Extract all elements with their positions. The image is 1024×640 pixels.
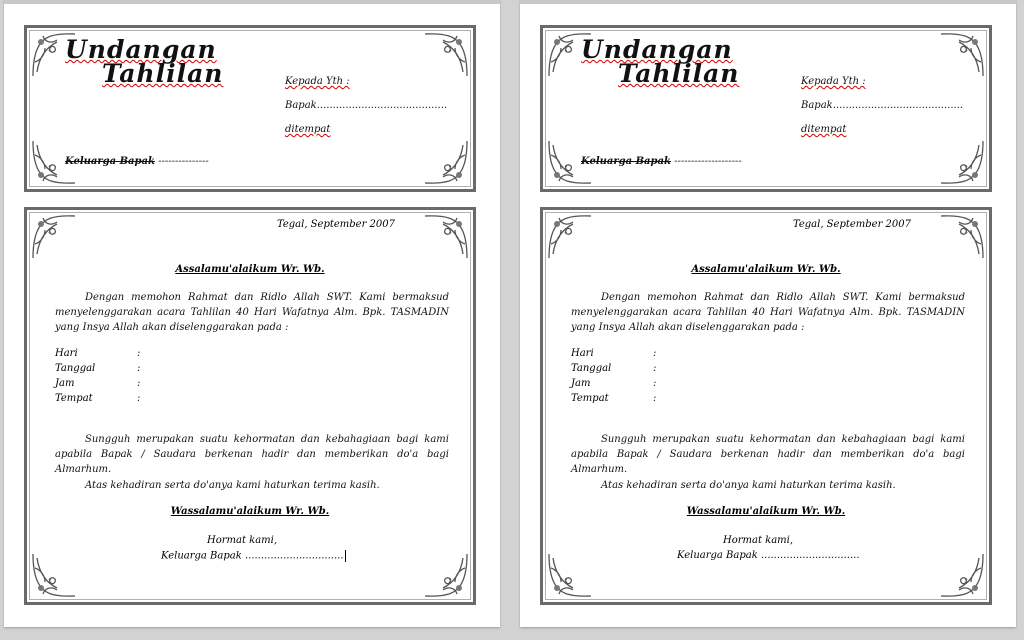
recipient-place[interactable]: ditempat [801, 124, 847, 135]
recipient-name-line[interactable]: Bapak......................................... [285, 100, 448, 111]
field-row-tempat[interactable]: Tempat : [571, 393, 657, 404]
recipient-name-line[interactable]: Bapak......................................... [801, 100, 964, 111]
letter-thanks[interactable]: Atas kehadiran serta do'anya kami haturkan terima kasih. [601, 480, 896, 491]
field-row-tanggal[interactable]: Tanggal : [571, 363, 657, 374]
invitation-card-right [540, 25, 992, 192]
letter-honor[interactable]: Sungguh merupakan suatu kehormatan dan kebahagiaan bagi kami apabila Bapak / Saudara berkenan hadir dan memberikan do'a bagi Almarhum. [55, 434, 449, 475]
ornament-corner-icon [423, 32, 469, 78]
ornament-corner-icon [423, 139, 469, 185]
letter-closing[interactable]: Wassalamu'alaikum Wr. Wb. [686, 506, 846, 517]
page-top-edge [4, 0, 500, 4]
letter-regards[interactable]: Hormat kami, [723, 535, 794, 546]
recipient-place[interactable]: ditempat [285, 124, 331, 135]
page-right [520, 0, 1016, 627]
recipient-label[interactable]: Kepada Yth : [801, 76, 866, 87]
page-left [4, 0, 500, 627]
ornament-corner-icon [547, 552, 593, 598]
event-fields [571, 346, 656, 406]
letter-thanks[interactable]: Atas kehadiran serta do'anya kami haturkan terima kasih. [85, 480, 380, 491]
event-fields [55, 346, 140, 406]
field-row-hari[interactable]: Hari : [571, 348, 657, 359]
letter-intro[interactable]: Dengan memohon Rahmat dan Ridlo Allah SWT. Kami bermaksud menyelenggarakan acara Tahlilan 40 Hari Wafatnya Alm. Bpk. TASMADIN yang Insya Allah akan diselenggarakan pada : [55, 292, 449, 333]
title-line1: Undangan [65, 35, 217, 64]
title-line2: Tahlilan [618, 59, 740, 88]
ornament-corner-icon [939, 32, 985, 78]
ornament-corner-icon [939, 214, 985, 260]
ornament-corner-icon [31, 214, 77, 260]
ornament-corner-icon [547, 214, 593, 260]
text-cursor [345, 550, 346, 562]
letter-intro[interactable]: Dengan memohon Rahmat dan Ridlo Allah SWT. Kami bermaksud menyelenggarakan acara Tahlilan 40 Hari Wafatnya Alm. Bpk. TASMADIN yang Insya Allah akan diselenggarakan pada : [571, 292, 965, 333]
letter-honor[interactable]: Sungguh merupakan suatu kehormatan dan kebahagiaan bagi kami apabila Bapak / Saudara berkenan hadir dan memberikan do'a bagi Almarhum. [571, 434, 965, 475]
ornament-corner-icon [31, 552, 77, 598]
field-row-tempat[interactable]: Tempat : [55, 393, 141, 404]
ornament-corner-icon [423, 552, 469, 598]
letter-signature[interactable]: Keluarga Bapak ............................... [161, 550, 344, 562]
ornament-corner-icon [939, 139, 985, 185]
letter-signature[interactable]: Keluarga Bapak ............................... [677, 550, 860, 561]
title-line1: Undangan [581, 35, 733, 64]
letter-date[interactable]: Tegal, September 2007 [276, 219, 395, 230]
letter-card-right [540, 207, 992, 605]
sender-family[interactable]: Keluarga Bapak --------------- [65, 156, 209, 167]
field-row-jam[interactable]: Jam : [571, 378, 657, 389]
letter-card-left [24, 207, 476, 605]
letter-regards[interactable]: Hormat kami, [207, 535, 278, 546]
invitation-card-left [24, 25, 476, 192]
invitation-title[interactable] [581, 35, 740, 88]
ornament-corner-icon [423, 214, 469, 260]
field-row-tanggal[interactable]: Tanggal : [55, 363, 141, 374]
field-row-jam[interactable]: Jam : [55, 378, 141, 389]
letter-closing[interactable]: Wassalamu'alaikum Wr. Wb. [170, 506, 330, 517]
page-top-edge [520, 0, 1016, 4]
field-row-hari[interactable]: Hari : [55, 348, 141, 359]
invitation-title[interactable] [65, 35, 224, 88]
letter-greeting[interactable]: Assalamu'alaikum Wr. Wb. [175, 264, 325, 275]
title-line2: Tahlilan [102, 59, 224, 88]
letter-date[interactable]: Tegal, September 2007 [792, 219, 911, 230]
recipient-label[interactable]: Kepada Yth : [285, 76, 350, 87]
ornament-corner-icon [939, 552, 985, 598]
letter-greeting[interactable]: Assalamu'alaikum Wr. Wb. [691, 264, 841, 275]
sender-family[interactable]: Keluarga Bapak -------------------- [581, 156, 742, 167]
